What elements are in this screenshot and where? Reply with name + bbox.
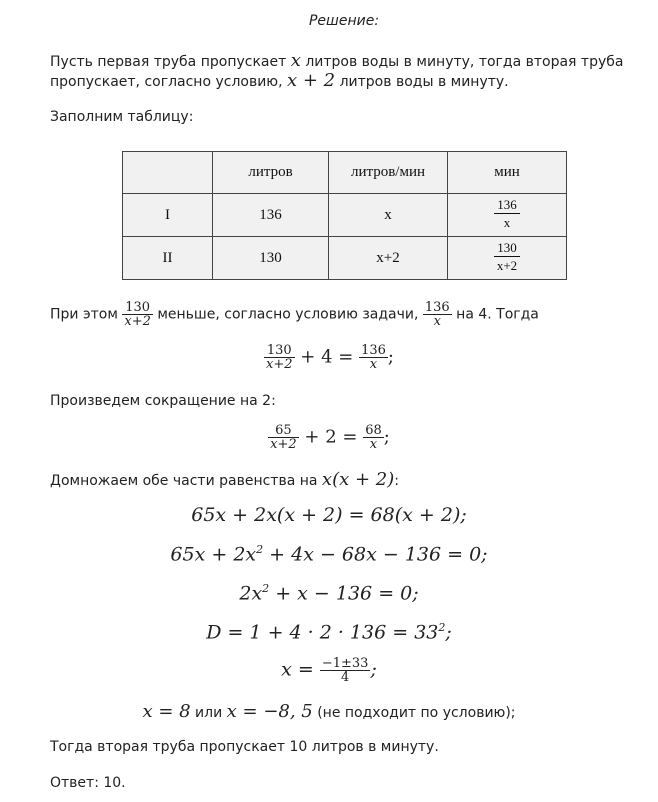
fraction: [359, 344, 388, 371]
math-x-plus-2: x + 2: [287, 70, 336, 91]
equation-4: [0, 543, 658, 565]
math: 2x: [239, 582, 263, 605]
numerator: 136: [494, 198, 520, 214]
roots-result: [0, 701, 658, 722]
rate-cell: x: [329, 194, 448, 237]
paragraph-conclusion: Тогда вторая труба пропускает 10 литров в минуту.: [50, 739, 439, 755]
math: ;: [445, 621, 452, 644]
equation-2: [0, 424, 658, 451]
text: (не подходит по условию);: [312, 705, 516, 721]
table-row: [123, 194, 567, 237]
row-label: II: [123, 237, 213, 280]
text: Домножаем обе части равенства на: [50, 473, 322, 489]
denominator: x+2: [270, 437, 297, 452]
time-cell: [448, 237, 567, 280]
text: литров воды в минуту, тогда вторая труба: [300, 54, 624, 70]
numerator: −1±33: [321, 656, 369, 671]
equation-1: [0, 344, 658, 371]
fraction-136-over-x: [423, 301, 452, 328]
math: x = 8: [142, 701, 191, 722]
time-cell: [448, 194, 567, 237]
math: x =: [281, 658, 314, 681]
fraction-130-over-x2: [122, 301, 153, 328]
numerator: 136: [361, 343, 386, 358]
paragraph-intro-line2: [50, 70, 509, 91]
exponent: 2: [262, 582, 270, 595]
paragraph-fill-table: Заполним таблицу:: [50, 109, 194, 125]
numerator: 130: [122, 301, 153, 315]
table-header-cell: литров: [213, 152, 329, 194]
text: пропускает, согласно условию,: [50, 74, 287, 90]
equation-roots: [0, 657, 658, 684]
math: + x − 136 = 0;: [269, 582, 419, 605]
paragraph-condition: [50, 301, 539, 328]
numerator: 68: [365, 423, 382, 438]
liters-cell: 130: [213, 237, 329, 280]
denominator: x: [369, 357, 378, 372]
text: на 4. Тогда: [451, 306, 539, 323]
semicolon: ;: [370, 658, 377, 681]
text: При этом: [50, 306, 123, 323]
numerator: 130: [264, 344, 295, 358]
denominator: x: [369, 437, 378, 452]
denominator: 4: [341, 670, 350, 685]
table-header-cell: [123, 152, 213, 194]
fraction: [363, 424, 384, 451]
paragraph-intro-line1: [50, 50, 623, 71]
liters-cell: 136: [213, 194, 329, 237]
operator: + 4 =: [300, 346, 354, 368]
data-table: [122, 151, 567, 280]
exponent: 2: [256, 543, 264, 556]
rate-cell: x+2: [329, 237, 448, 280]
semicolon: ;: [387, 346, 394, 368]
paragraph-multiply: [50, 469, 399, 490]
fraction: [264, 344, 295, 371]
row-label: I: [123, 194, 213, 237]
numerator: 136: [424, 300, 450, 315]
table-header-row: [123, 152, 567, 194]
denominator: x+2: [124, 314, 151, 329]
equation-discriminant: [0, 621, 658, 643]
math: D = 1 + 4 · 2 · 136 = 33: [206, 621, 439, 644]
table-row: [123, 237, 567, 280]
denominator: x: [503, 215, 511, 230]
table-header-cell: мин: [448, 152, 567, 194]
numerator: 130: [494, 241, 520, 257]
denominator: x+2: [496, 258, 518, 273]
equation-5: [0, 582, 658, 604]
text: Пусть первая труба пропускает: [50, 54, 291, 70]
paragraph-reduce: Произведем сокращение на 2:: [50, 393, 276, 409]
time-fraction: [494, 198, 520, 229]
equation-3: 65x + 2x(x + 2) = 68(x + 2);: [191, 504, 467, 526]
table-header-cell: литров/мин: [329, 152, 448, 194]
math-x: x: [290, 50, 301, 71]
fraction: [320, 657, 371, 684]
fraction: [268, 424, 299, 451]
text: или: [190, 705, 227, 721]
exponent: 2: [438, 621, 446, 634]
math: + 4x − 68x − 136 = 0;: [263, 543, 488, 566]
math: 65x + 2x: [170, 543, 257, 566]
operator: + 2 =: [304, 426, 358, 448]
solution-heading: Решение:: [308, 13, 380, 29]
text: литров воды в минуту.: [335, 74, 509, 90]
time-fraction: [494, 241, 520, 272]
denominator: x: [433, 314, 441, 329]
answer: Ответ: 10.: [50, 775, 126, 791]
text: :: [394, 473, 399, 489]
math-expression: x(x + 2): [321, 469, 395, 490]
text: меньше, согласно условию задачи,: [152, 306, 423, 323]
math: x = −8, 5: [226, 701, 313, 722]
denominator: x+2: [266, 357, 293, 372]
semicolon: ;: [383, 426, 390, 448]
numerator: 65: [268, 424, 299, 438]
